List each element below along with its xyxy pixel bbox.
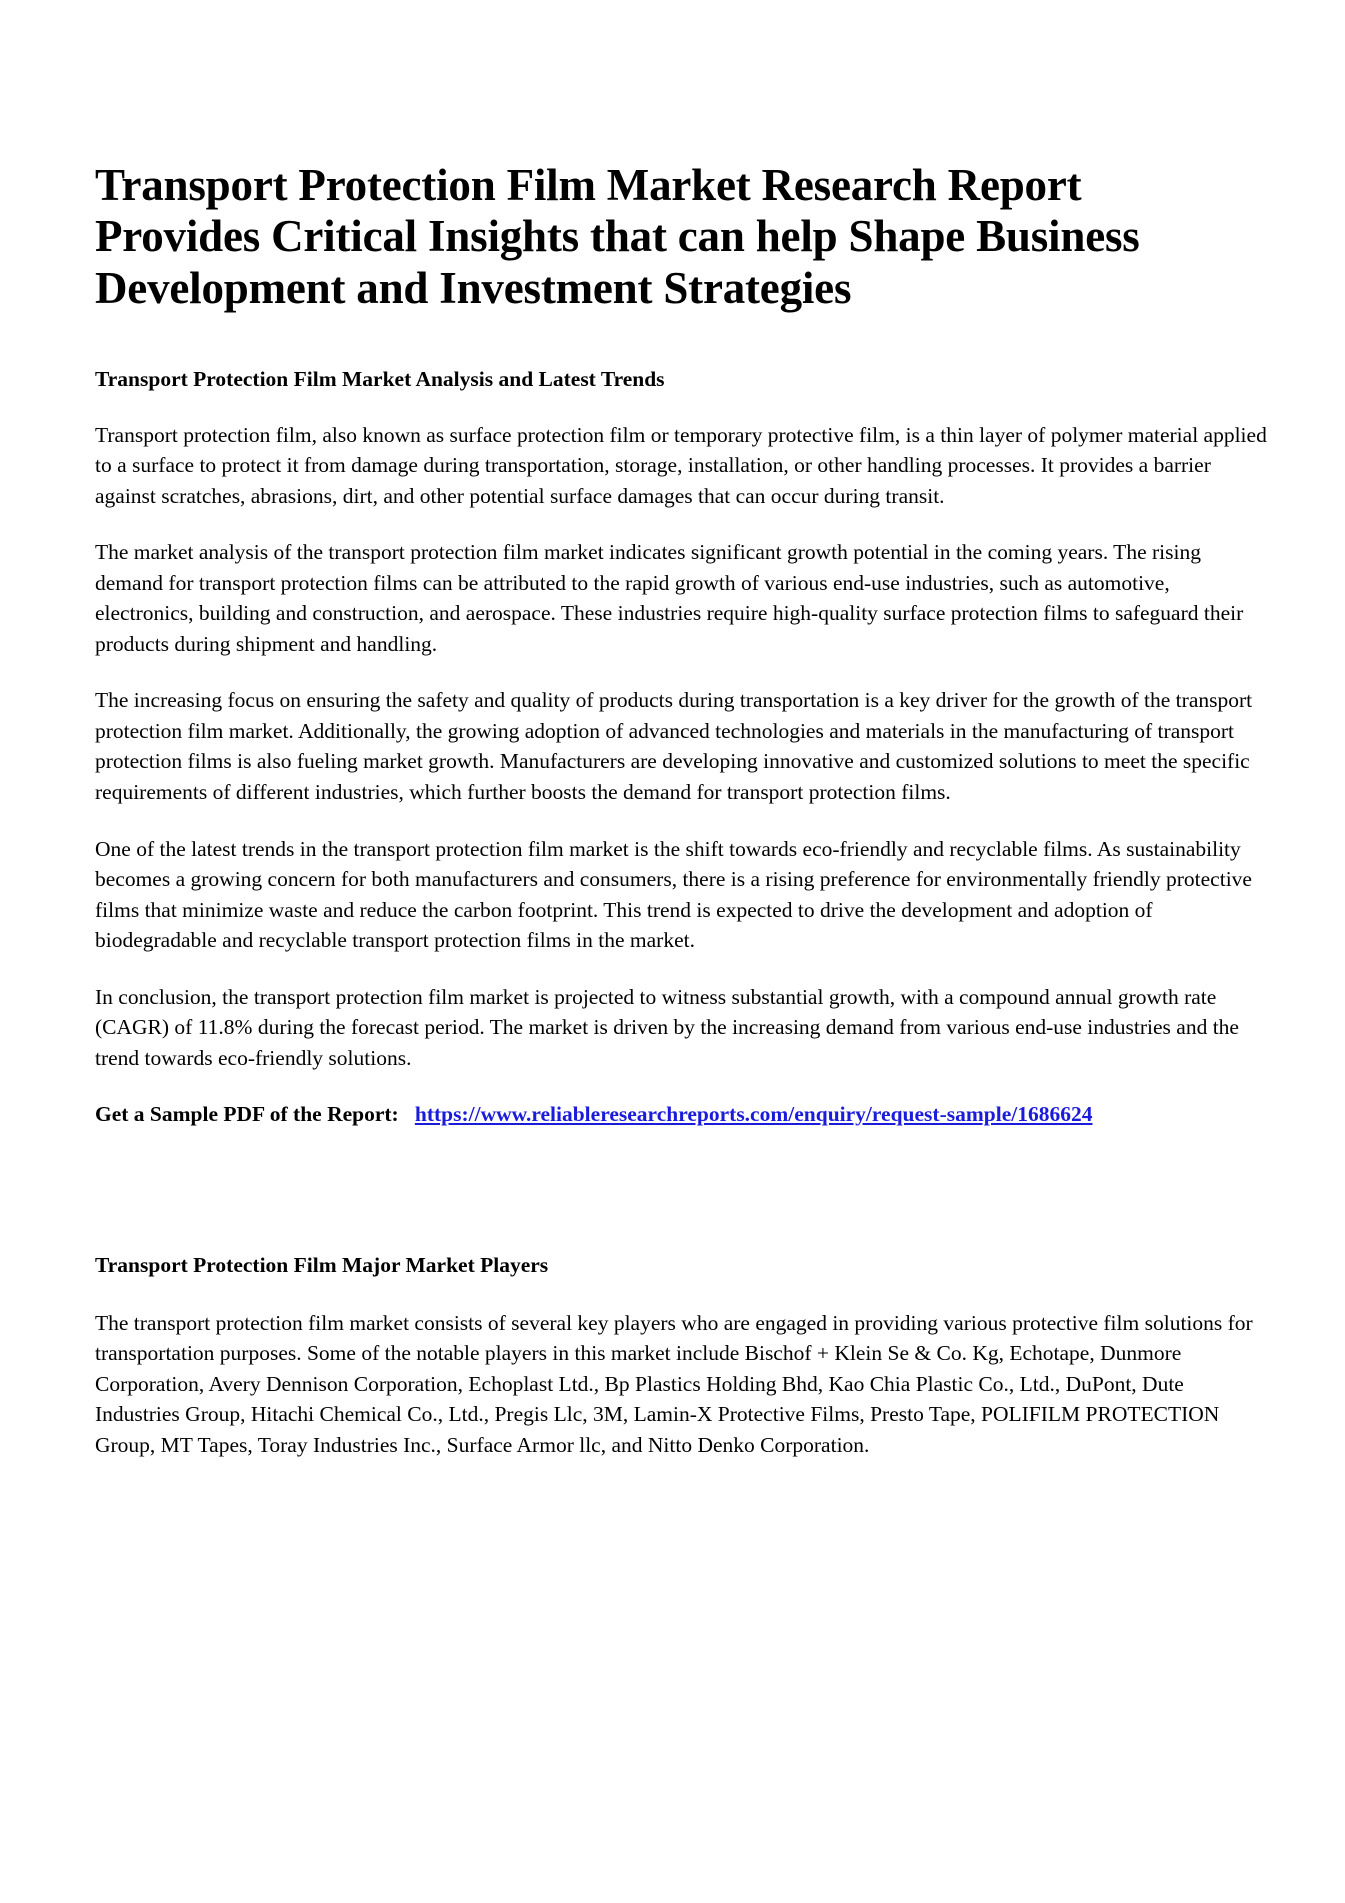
paragraph-growth-drivers: The increasing focus on ensuring the safety and quality of products during transportation is a key driver for the growth of the transport protection film market. Additionally, the growing adoption of advanced technologies and materials in the manufacturing of transport protection films is also fueling market growth. Manufacturers are developing innovative and customized solutions to meet the specific requirements of different industries, which further boosts the demand for transport protection films. [95, 688, 1253, 804]
section-spacer [95, 1156, 1270, 1252]
paragraph-market-analysis: The market analysis of the transport protection film market indicates significant growth potential in the coming years. The rising demand for transport protection films can be attributed to the rapid growth of various end-use industries, such as automotive, electronics, building and construction, and aerospace. These industries require high-quality surface protection films to safeguard their products during shipment and handling. [95, 540, 1244, 656]
section-heading-market-analysis: Transport Protection Film Market Analysis and Latest Trends [95, 366, 665, 391]
page-title: Transport Protection Film Market Research Report Provides Critical Insights that can help Shape Business Development and Investment Strategies [95, 160, 1140, 313]
sample-pdf-link[interactable]: https://www.reliableresearchreports.com/enquiry/request-sample/1686624 [414, 1102, 1093, 1127]
paragraph-conclusion: In conclusion, the transport protection film market is projected to witness substantial growth, with a compound annual growth rate (CAGR) of 11.8% during the forecast period. The market is driven by the increasing demand from various end-use industries and the trend towards eco-friendly solutions. [95, 984, 1239, 1070]
section-heading-major-players: Transport Protection Film Major Market Players [95, 1252, 549, 1277]
sample-pdf-line [95, 1099, 1270, 1130]
sample-pdf-label: Get a Sample PDF of the Report: [95, 1102, 399, 1127]
paragraph-major-players: The transport protection film market consists of several key players who are engaged in providing various protective film solutions for transportation purposes. Some of the notable players in this market include Bischof + Klein Se & Co. Kg, Echotape, Dunmore Corporation, Avery Dennison Corporation, Echoplast Ltd., Bp Plastics Holding Bhd, Kao Chia Plastic Co., Ltd., DuPont, Dute Industries Group, Hitachi Chemical Co., Ltd., Pregis Llc, 3M, Lamin-X Protective Films, Presto Tape, POLIFILM PROTECTION Group, MT Tapes, Toray Industries Inc., Surface Armor llc, and Nitto Denko Corporation. [95, 1310, 1253, 1457]
paragraph-definition: Transport protection film, also known as surface protection film or temporary protective film, is a thin layer of polymer material applied to a surface to protect it from damage during transportation, storage, installation, or other handling processes. It provides a barrier against scratches, abrasions, dirt, and other potential surface damages that can occur during transit. [95, 422, 1267, 508]
page-bottom-space [95, 1486, 1270, 1666]
paragraph-latest-trends: One of the latest trends in the transport protection film market is the shift towards eco-friendly and recyclable films. As sustainability becomes a growing concern for both manufacturers and consumers, there is a rising preference for environmentally friendly protective films that minimize waste and reduce the carbon footprint. This trend is expected to drive the development and adoption of biodegradable and recyclable transport protection films in the market. [95, 836, 1252, 953]
